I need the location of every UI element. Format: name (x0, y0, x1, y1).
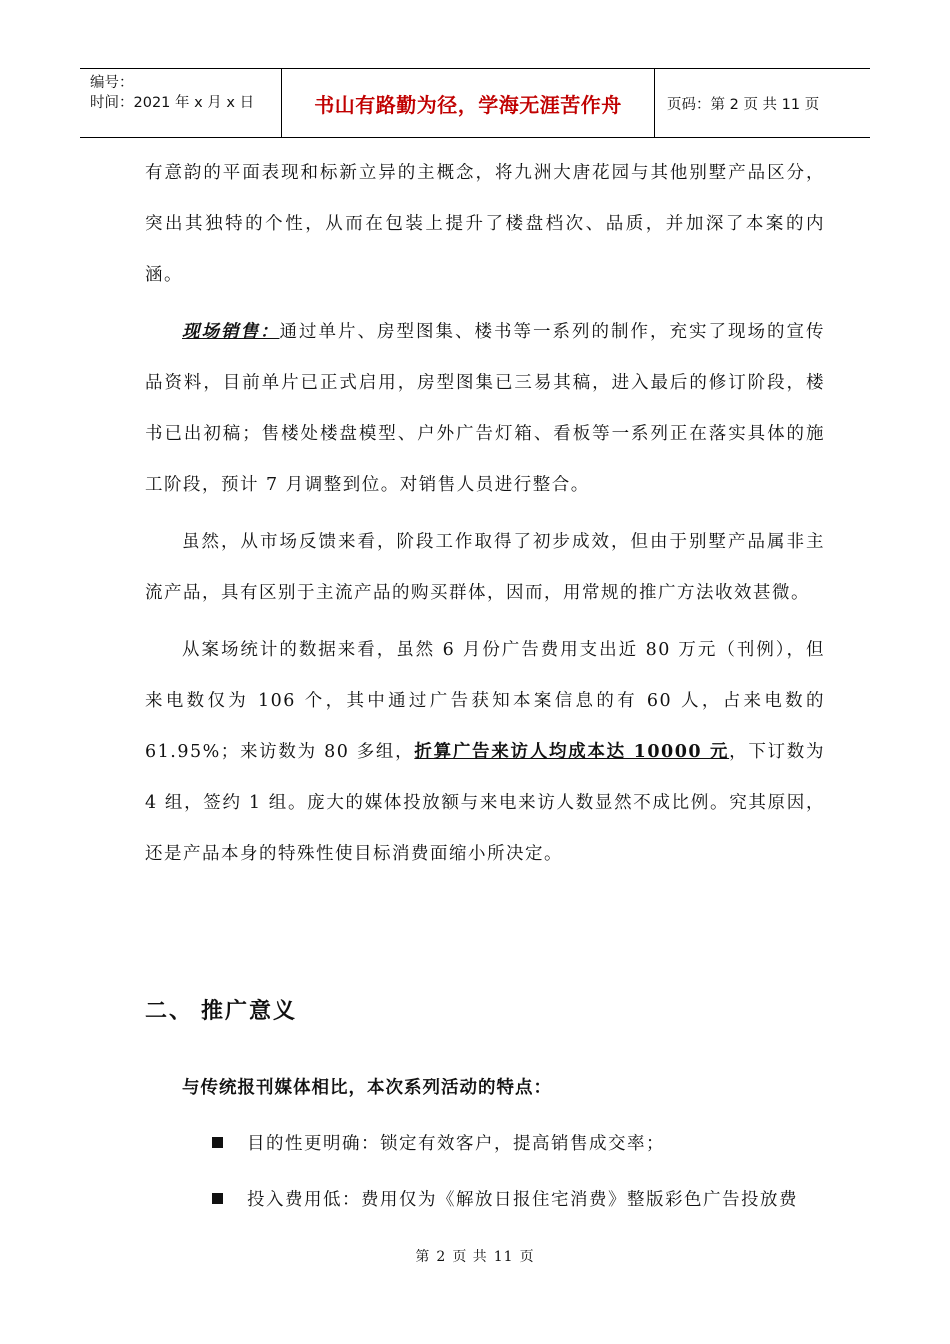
header-meta-cell (80, 69, 282, 137)
header-page-info-cell (655, 69, 870, 137)
bullet-item-1 (212, 1130, 665, 1155)
footer-mid: 页 共 (452, 1249, 488, 1265)
onsite-sales-label: 现场销售： (182, 322, 280, 342)
header-motto: 书山有路勤为径，学海无涯苦作舟 (314, 92, 622, 117)
header-page-info: 页码：第 2 页 共 11 页 (667, 96, 820, 113)
body-content (145, 148, 825, 880)
cost-highlight: 折算广告来访人均成本达 10000 元 (414, 742, 730, 762)
square-bullet-icon (212, 1137, 223, 1148)
page-header (80, 68, 870, 138)
square-bullet-icon (212, 1193, 223, 1204)
bullet-text-1: 目的性更明确：锁定有效客户，提高销售成交率； (247, 1134, 665, 1154)
header-number-label: 编号： (90, 75, 134, 91)
footer-suffix: 页 (519, 1249, 535, 1265)
paragraph-2-text: 通过单片、房型图集、楼书等一系列的制作，充实了现场的宣传品资料，目前单片已正式启用，房型图集已三易其稿，进入最后的修订阶段，楼书已出初稿；售楼处楼盘模型、户外广告灯箱、看板等一系列正在落实具体的施工阶段，预计 7 月调整到位。对销售人员进行整合。 (145, 322, 825, 495)
paragraph-2 (145, 307, 825, 511)
subheading: 与传统报刊媒体相比，本次系列活动的特点： (182, 1078, 552, 1098)
paragraph-1: 有意韵的平面表现和标新立异的主概念，将九洲大唐花园与其他别墅产品区分，突出其独特的个性，从而在包装上提升了楼盘档次、品质，并加深了本案的内涵。 (145, 163, 825, 285)
section-title: 推广意义 (201, 998, 298, 1024)
bullet-item-2 (212, 1186, 798, 1211)
paragraph-4-part-b: ，下订数为 4 组，签约 1 组。庞大的媒体投放额与来电来访人数显然不成比例。究其原因，还是产品本身的特殊性使目标消费面缩小所决定。 (145, 742, 825, 864)
section-heading (145, 994, 297, 1025)
paragraph-4 (145, 625, 825, 880)
footer-total: 11 (493, 1249, 514, 1265)
header-motto-cell (282, 69, 655, 137)
bullet-text-2: 投入费用低：费用仅为《解放日报住宅消费》整版彩色广告投放费 (247, 1190, 798, 1210)
footer-page: 2 (436, 1249, 447, 1265)
page-footer (0, 1246, 950, 1266)
footer-prefix: 第 (415, 1249, 431, 1265)
header-time-label: 时间：2021 年 x 月 x 日 (90, 95, 255, 111)
paragraph-4-part-a: 从案场统计的数据来看，虽然 6 月份广告费用支出近 80 万元（刊例），但来电数仅为 106 个，其中通过广告获知本案信息的有 60 人，占来电数的 61.95%；来访数为 80 多组， (145, 640, 825, 762)
section-number: 二、 (145, 998, 194, 1024)
paragraph-3: 虽然，从市场反馈来看，阶段工作取得了初步成效，但由于别墅产品属非主流产品，具有区别于主流产品的购买群体，因而，用常规的推广方法收效甚微。 (145, 532, 825, 603)
